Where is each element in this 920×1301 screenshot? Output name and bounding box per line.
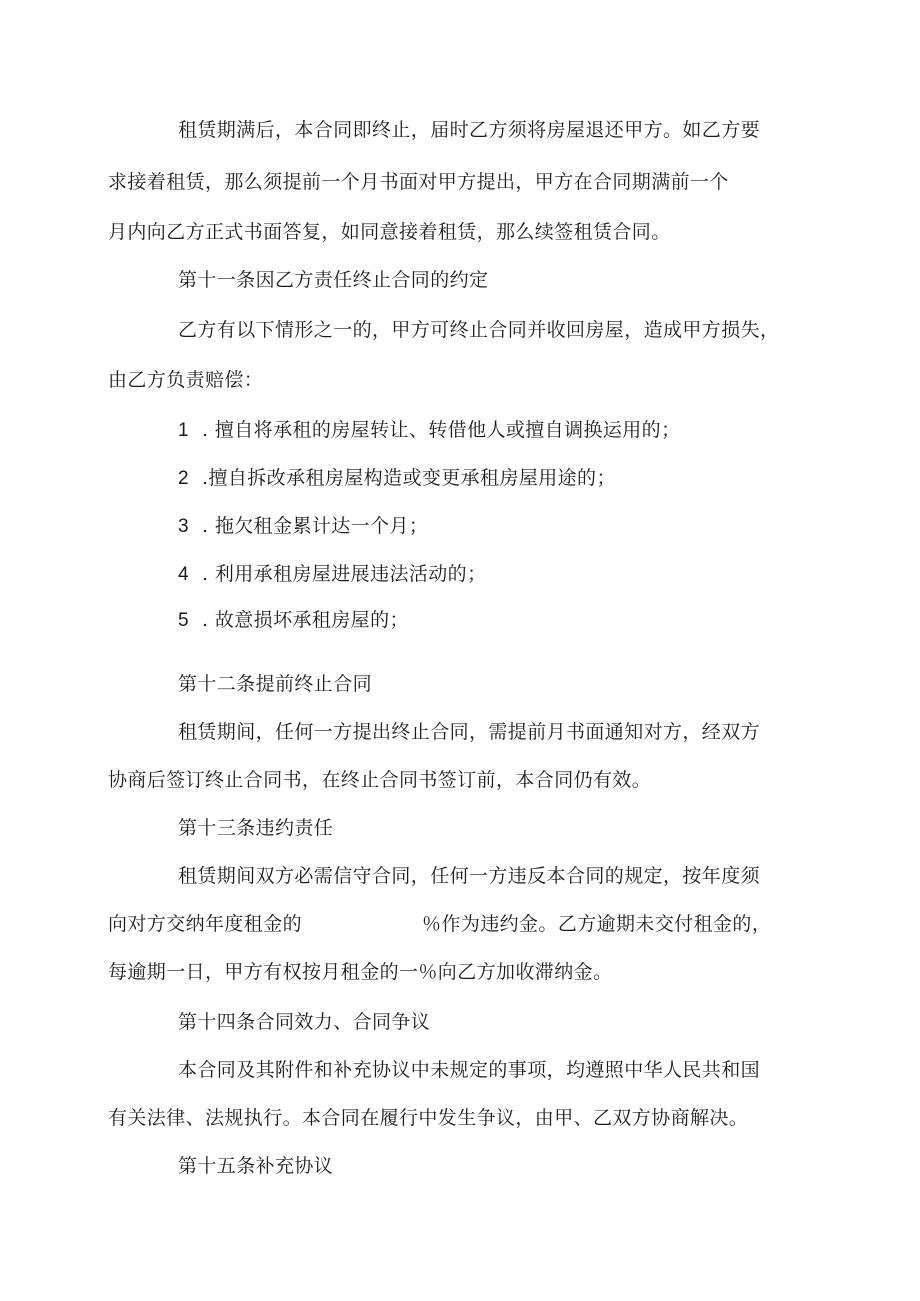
article-13-heading: 第十三条违约责任 bbox=[178, 817, 334, 839]
article-12-line-2: 协商后签订终止合同书，在终止合同书签订前，本合同仍有效。 bbox=[108, 769, 652, 791]
article-15-heading: 第十五条补充协议 bbox=[178, 1155, 334, 1177]
article-11-heading: 第十一条因乙方责任终止合同的约定 bbox=[178, 269, 489, 291]
para-renewal-line-3: 月内向乙方正式书面答复，如同意接着租赁，那么续签租赁合同。 bbox=[108, 221, 671, 243]
list-item-number: 5 bbox=[178, 610, 189, 631]
article-13-line-1: 租赁期间双方必需信守合同，任何一方违反本合同的规定，按年度须 bbox=[178, 865, 761, 887]
article-11-intro-line-2: 由乙方负责赔偿： bbox=[108, 369, 264, 391]
list-item-text: .擅自拆改承租房屋构造或变更承租房屋用途的； bbox=[202, 467, 616, 489]
article-14-line-2: 有关法律、法规执行。本合同在履行中发生争议，由甲、乙双方协商解决。 bbox=[108, 1107, 749, 1129]
article-13-line-2 bbox=[108, 912, 771, 936]
list-item-number: 4 bbox=[178, 564, 189, 585]
list-item-text: . 擅自将承租的房屋转让、转借他人或擅自调换运用的； bbox=[202, 419, 681, 441]
article-13-line-2-part-1: 向对方交纳年度租金的 bbox=[108, 913, 303, 935]
article-14-heading: 第十四条合同效力、合同争议 bbox=[178, 1011, 431, 1033]
article-12-line-1: 租赁期间，任何一方提出终止合同，需提前月书面通知对方，经双方 bbox=[178, 721, 761, 743]
list-item-text: . 利用承租房屋进展违法活动的； bbox=[202, 563, 487, 585]
list-item-text: . 拖欠租金累计达一个月； bbox=[202, 515, 429, 537]
para-renewal-line-2: 求接着租赁，那么须提前一个月书面对甲方提出，甲方在合同期满前一个 bbox=[108, 171, 729, 193]
list-item-number: 3 bbox=[178, 516, 189, 537]
list-item bbox=[178, 514, 428, 539]
article-13-line-2-part-2: ％作为违约金。乙方逾期未交付租金的， bbox=[422, 913, 772, 935]
list-item bbox=[178, 562, 486, 587]
list-item-text: . 故意损坏承租房屋的； bbox=[202, 609, 409, 631]
article-11-intro-line-1: 乙方有以下情形之一的，甲方可终止合同并收回房屋，造成甲方损失， bbox=[178, 319, 780, 341]
article-12-heading: 第十二条提前终止合同 bbox=[178, 673, 373, 695]
list-item bbox=[178, 418, 680, 443]
article-13-line-3: 每逾期一日，甲方有权按月租金的一％向乙方加收滞纳金。 bbox=[108, 961, 613, 983]
list-item-number: 2 bbox=[178, 468, 189, 489]
list-item-number: 1 bbox=[178, 420, 189, 441]
list-item bbox=[178, 466, 616, 491]
list-item bbox=[178, 608, 409, 633]
para-renewal-line-1: 租赁期满后，本合同即终止，届时乙方须将房屋退还甲方。如乙方要 bbox=[178, 119, 761, 141]
article-14-line-1: 本合同及其附件和补充协议中未规定的事项，均遵照中华人民共和国 bbox=[178, 1059, 761, 1081]
